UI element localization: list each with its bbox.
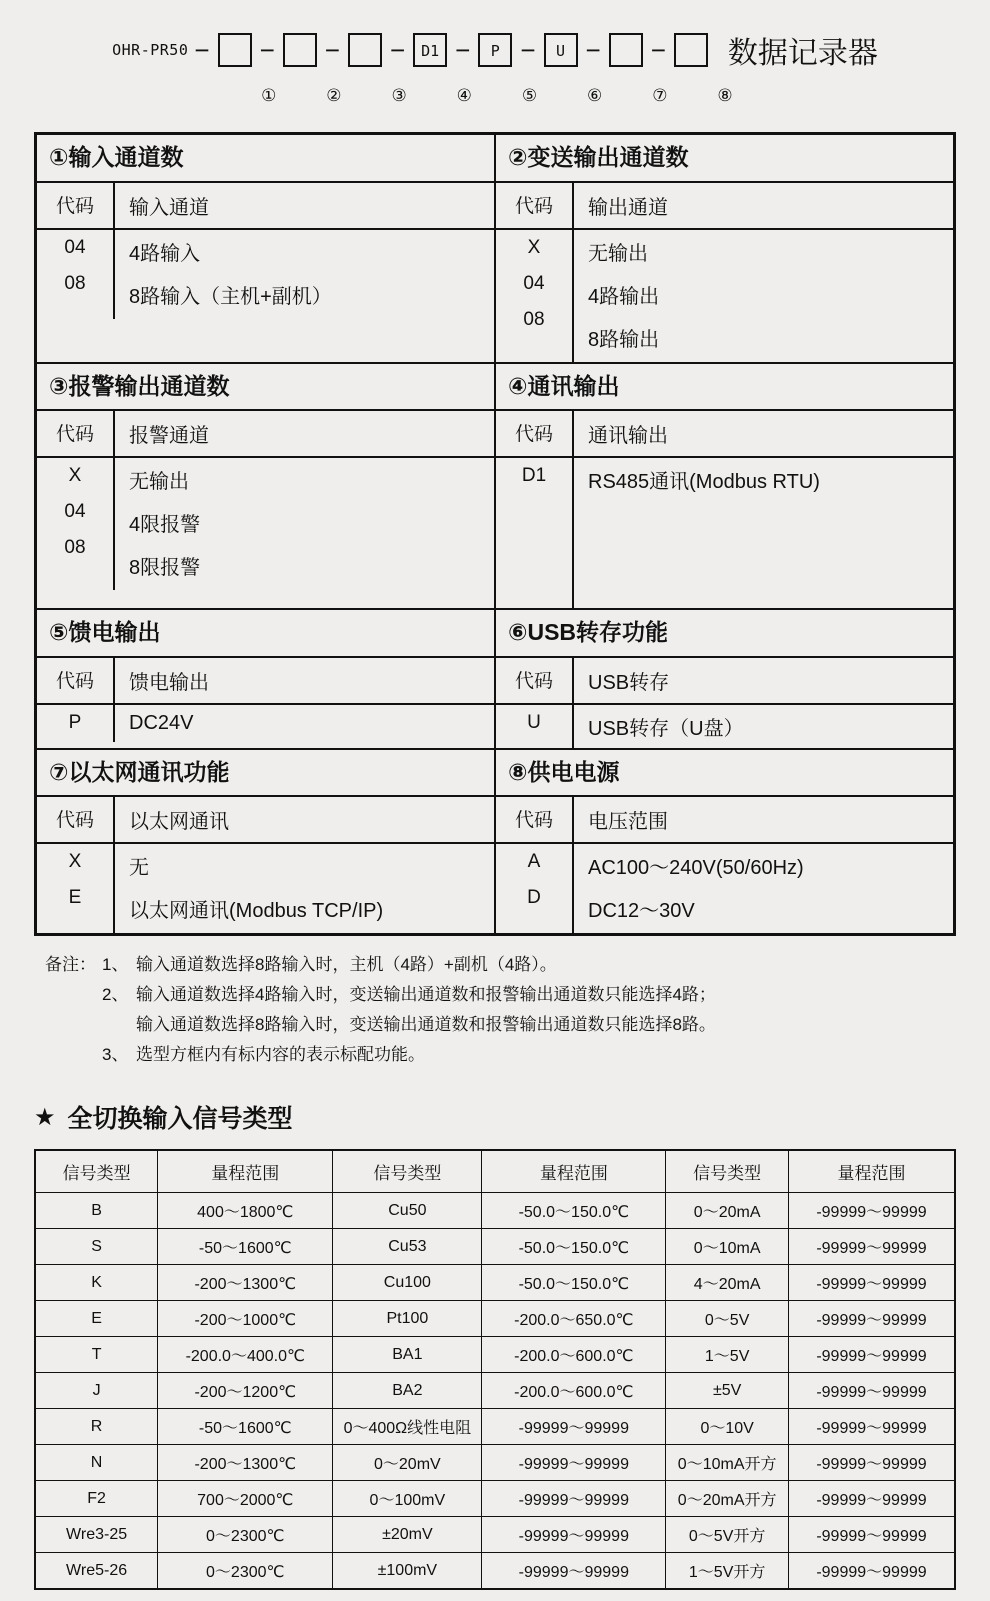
column-header: 量程范围	[158, 1150, 333, 1193]
dash-separator: −	[194, 34, 210, 65]
cell: -50～1600℃	[158, 1409, 333, 1445]
code-slot-3[interactable]	[348, 33, 382, 67]
table-row	[36, 749, 955, 935]
cell: BA1	[333, 1337, 482, 1373]
cell: -99999～99999	[482, 1481, 666, 1517]
value-column	[574, 230, 953, 362]
section-title: ⑤馈电输出	[49, 619, 161, 646]
cell: 0～5V开方	[666, 1517, 789, 1553]
dash-separator: −	[259, 34, 275, 65]
note-item	[34, 1040, 956, 1070]
note-text: 输入通道数选择8路输入时，主机（4路）+副机（4路）。	[136, 955, 557, 975]
code-header: 代码	[496, 658, 574, 703]
cell: R	[35, 1409, 158, 1445]
value-header: 输入通道	[129, 196, 209, 219]
cell: 0～10V	[666, 1409, 789, 1445]
cell: -99999～99999	[788, 1517, 955, 1553]
section-body	[37, 844, 494, 933]
slot-index-8: ⑧	[717, 86, 733, 105]
note-number: 2、	[102, 985, 129, 1005]
cell: -99999～99999	[788, 1553, 955, 1590]
column-header: 量程范围	[788, 1150, 955, 1193]
section-cell-2	[495, 134, 955, 363]
notes-label-spacer	[34, 1010, 102, 1040]
value-column	[115, 705, 494, 742]
section-header-row	[496, 181, 953, 230]
dash-separator: −	[520, 34, 536, 65]
cell: -99999～99999	[788, 1409, 955, 1445]
cell: 0～100mV	[333, 1481, 482, 1517]
code-header: 代码	[37, 183, 115, 228]
table-row	[36, 363, 955, 610]
code-column	[496, 458, 574, 608]
column-header: 信号类型	[333, 1150, 482, 1193]
code-column	[37, 458, 115, 590]
section-header-row	[496, 409, 953, 458]
cell: ±20mV	[333, 1517, 482, 1553]
section-cell-4	[495, 363, 955, 610]
signal-type-table	[34, 1149, 956, 1590]
section-title: ⑥USB转存功能	[508, 619, 669, 646]
code-column	[496, 844, 574, 933]
section-cell-5	[36, 609, 496, 749]
cell: -200～1300℃	[158, 1445, 333, 1481]
section-header-row	[37, 795, 494, 844]
cell: Cu100	[333, 1265, 482, 1301]
cell: T	[35, 1337, 158, 1373]
option-value: 4路输入	[129, 242, 201, 265]
section-body	[37, 705, 494, 742]
note-number: 1、	[102, 955, 129, 975]
code-column	[37, 230, 115, 319]
notes-label-spacer	[34, 1040, 102, 1070]
notes-label: 备注：	[45, 955, 96, 975]
section-body	[37, 458, 494, 590]
option-code[interactable]: 08	[523, 308, 545, 330]
slot-index-2: ②	[326, 86, 342, 105]
signal-section-title: 全切换输入信号类型	[67, 1105, 293, 1134]
cell: 0～2300℃	[158, 1517, 333, 1553]
table-row	[35, 1517, 955, 1553]
code-header: 代码	[496, 183, 574, 228]
cell: -99999～99999	[788, 1193, 955, 1229]
value-header: 报警通道	[129, 425, 209, 448]
product-name: 数据记录器	[727, 37, 878, 70]
section-cell-7	[36, 749, 496, 935]
slot-index-row	[0, 74, 990, 118]
cell: -99999～99999	[482, 1517, 666, 1553]
code-header: 代码	[37, 658, 115, 703]
cell: 0～10mA开方	[666, 1445, 789, 1481]
cell: ±100mV	[333, 1553, 482, 1590]
option-value: 无输出	[588, 242, 648, 265]
cell: -99999～99999	[788, 1229, 955, 1265]
section-header-row	[37, 656, 494, 705]
section-header-row	[37, 181, 494, 230]
code-slot-8[interactable]	[674, 33, 708, 67]
section-title: ③报警输出通道数	[49, 372, 230, 399]
value-column	[115, 844, 494, 933]
code-header: 代码	[496, 411, 574, 456]
cell: -99999～99999	[788, 1301, 955, 1337]
value-column	[115, 458, 494, 590]
cell: Wre3-25	[35, 1517, 158, 1553]
slot-index-7: ⑦	[652, 86, 668, 105]
code-header: 代码	[37, 411, 115, 456]
option-value: USB转存（U盘）	[588, 717, 744, 740]
option-value: 无	[129, 857, 149, 880]
code-slot-2[interactable]	[283, 33, 317, 67]
note-subtext: 输入通道数选择8路输入时，变送输出通道数和报警输出通道数只能选择8路。	[136, 1014, 716, 1034]
cell: 0～10mA	[666, 1229, 789, 1265]
table-row	[35, 1337, 955, 1373]
code-slot-1[interactable]	[218, 33, 252, 67]
cell: -50.0～150.0℃	[482, 1229, 666, 1265]
cell: Wre5-26	[35, 1553, 158, 1590]
notes-label-spacer	[34, 980, 102, 1010]
cell: 700～2000℃	[158, 1481, 333, 1517]
option-code[interactable]: 04	[64, 501, 86, 523]
slot-index-5: ⑤	[521, 86, 538, 105]
option-value: 8限报警	[129, 557, 201, 580]
section-title: ④通讯输出	[508, 372, 620, 399]
table-row	[35, 1265, 955, 1301]
option-value: 4路输出	[588, 285, 660, 308]
section-body	[496, 844, 953, 933]
cell: 1～5V开方	[666, 1553, 789, 1590]
cell: E	[35, 1301, 158, 1337]
slot-index-6: ⑥	[587, 86, 603, 105]
cell: K	[35, 1265, 158, 1301]
value-header: 以太网通讯	[129, 811, 229, 834]
cell: J	[35, 1373, 158, 1409]
code-slot-4[interactable]: D1	[413, 33, 447, 67]
cell: Cu53	[333, 1229, 482, 1265]
option-code[interactable]: A	[527, 851, 541, 873]
code-column	[37, 705, 115, 742]
table-row	[35, 1301, 955, 1337]
table-row	[36, 134, 955, 363]
section-cell-1	[36, 134, 496, 363]
table-row	[36, 609, 955, 749]
option-value: AC100～240V(50/60Hz)	[588, 857, 804, 880]
option-code[interactable]: X	[68, 465, 82, 487]
code-slot-7[interactable]	[609, 33, 643, 67]
slot-index-1: ①	[261, 86, 277, 105]
cell: -50～1600℃	[158, 1229, 333, 1265]
section-cell-8	[495, 749, 955, 935]
option-code[interactable]: 08	[64, 537, 86, 559]
cell: -99999～99999	[482, 1553, 666, 1590]
value-header: 电压范围	[588, 811, 668, 834]
cell: 0～20mA	[666, 1193, 789, 1229]
table-header-row	[35, 1150, 955, 1193]
value-header: 通讯输出	[588, 425, 668, 448]
value-column	[115, 230, 494, 319]
cell: -200.0～400.0℃	[158, 1337, 333, 1373]
cell: -200～1200℃	[158, 1373, 333, 1409]
slot-index-3: ③	[391, 86, 407, 105]
code-column	[496, 230, 574, 362]
cell: 0～2300℃	[158, 1553, 333, 1590]
code-slot-6[interactable]: U	[544, 33, 578, 67]
option-code[interactable]: U	[527, 711, 541, 733]
section-body	[496, 705, 953, 748]
dash-separator: −	[455, 34, 471, 65]
section-body	[496, 230, 953, 362]
section-cell-3	[36, 363, 496, 610]
value-column	[574, 458, 953, 608]
option-value: 8路输出	[588, 328, 660, 351]
cell: 0～5V	[666, 1301, 789, 1337]
table-row	[35, 1373, 955, 1409]
option-code[interactable]: 04	[523, 272, 545, 294]
option-code[interactable]: P	[68, 711, 82, 733]
option-code[interactable]: X	[68, 851, 82, 873]
dash-separator: −	[650, 34, 666, 65]
table-row	[35, 1409, 955, 1445]
code-column	[37, 844, 115, 933]
option-value: 无输出	[129, 471, 189, 494]
note-number-spacer	[102, 1010, 136, 1040]
column-header: 量程范围	[482, 1150, 666, 1193]
option-value: 以太网通讯(Modbus TCP/IP)	[129, 900, 384, 923]
cell: 0～20mA开方	[666, 1481, 789, 1517]
column-header: 信号类型	[666, 1150, 789, 1193]
dash-separator: −	[585, 34, 601, 65]
table-row	[35, 1229, 955, 1265]
value-header: USB转存	[588, 671, 670, 694]
cell: -200.0～600.0℃	[482, 1373, 666, 1409]
model-prefix: OHR-PR50	[112, 41, 189, 59]
value-header: 馈电输出	[129, 671, 209, 694]
code-header: 代码	[496, 797, 574, 842]
table-row	[35, 1193, 955, 1229]
note-text: 输入通道数选择4路输入时，变送输出通道数和报警输出通道数只能选择4路；	[136, 985, 716, 1005]
section-title: ①输入通道数	[49, 144, 184, 170]
section-header-row	[37, 409, 494, 458]
section-body	[496, 458, 953, 608]
cell: -200.0～650.0℃	[482, 1301, 666, 1337]
note-number: 3、	[102, 1044, 129, 1064]
star-icon: ★	[34, 1103, 56, 1131]
cell: F2	[35, 1481, 158, 1517]
signal-section-heading	[34, 1099, 956, 1135]
cell: -50.0～150.0℃	[482, 1265, 666, 1301]
table-row	[35, 1481, 955, 1517]
code-header: 代码	[37, 797, 115, 842]
table-row	[35, 1553, 955, 1590]
code-slot-5[interactable]: P	[478, 33, 512, 67]
cell: B	[35, 1193, 158, 1229]
option-value: 8路输入（主机+副机）	[129, 285, 332, 308]
cell: -99999～99999	[788, 1481, 955, 1517]
cell: -99999～99999	[788, 1373, 955, 1409]
section-title: ②变送输出通道数	[508, 144, 689, 170]
cell: -50.0～150.0℃	[482, 1193, 666, 1229]
option-table	[34, 132, 956, 936]
value-header: 输出通道	[588, 196, 668, 219]
table-row	[35, 1445, 955, 1481]
option-code[interactable]: 08	[64, 272, 86, 294]
section-header-row	[496, 795, 953, 844]
slot-index-4: ④	[456, 86, 472, 105]
section-header-row	[496, 656, 953, 705]
cell: 400～1800℃	[158, 1193, 333, 1229]
dash-separator: −	[389, 34, 406, 65]
dash-separator: −	[324, 34, 340, 65]
note-item	[34, 1010, 956, 1040]
value-column	[574, 705, 953, 748]
cell: 0～400Ω线性电阻	[333, 1409, 482, 1445]
section-title: ⑧供电电源	[508, 758, 620, 785]
cell: ±5V	[666, 1373, 789, 1409]
notes-block	[34, 950, 956, 1069]
section-cell-6	[495, 609, 955, 749]
cell: N	[35, 1445, 158, 1481]
cell: -99999～99999	[482, 1445, 666, 1481]
cell: -99999～99999	[482, 1409, 666, 1445]
note-item	[34, 950, 956, 980]
cell: -99999～99999	[788, 1337, 955, 1373]
option-value: 4限报警	[129, 514, 201, 537]
cell: -200～1000℃	[158, 1301, 333, 1337]
cell: -200.0～600.0℃	[482, 1337, 666, 1373]
cell: BA2	[333, 1373, 482, 1409]
option-code[interactable]: E	[68, 887, 82, 909]
section-body	[37, 230, 494, 319]
option-code[interactable]: X	[527, 236, 541, 258]
section-title: ⑦以太网通讯功能	[49, 758, 230, 785]
value-column	[574, 844, 953, 933]
option-value: DC24V	[129, 711, 194, 734]
cell: 4～20mA	[666, 1265, 789, 1301]
cell: -200～1300℃	[158, 1265, 333, 1301]
cell: Pt100	[333, 1301, 482, 1337]
cell: 0～20mV	[333, 1445, 482, 1481]
cell: Cu50	[333, 1193, 482, 1229]
model-code-row	[0, 0, 990, 72]
cell: -99999～99999	[788, 1265, 955, 1301]
option-code[interactable]: D1	[521, 465, 547, 487]
option-value: RS485通讯(Modbus RTU)	[588, 471, 820, 494]
cell: 1～5V	[666, 1337, 789, 1373]
option-code[interactable]: 04	[64, 236, 86, 258]
note-item	[34, 980, 956, 1010]
option-code[interactable]: D	[527, 887, 541, 909]
code-column	[496, 705, 574, 748]
cell: S	[35, 1229, 158, 1265]
cell: -99999～99999	[788, 1445, 955, 1481]
column-header: 信号类型	[35, 1150, 158, 1193]
option-value: DC12～30V	[588, 900, 695, 923]
note-text: 选型方框内有标内容的表示标配功能。	[136, 1044, 425, 1064]
